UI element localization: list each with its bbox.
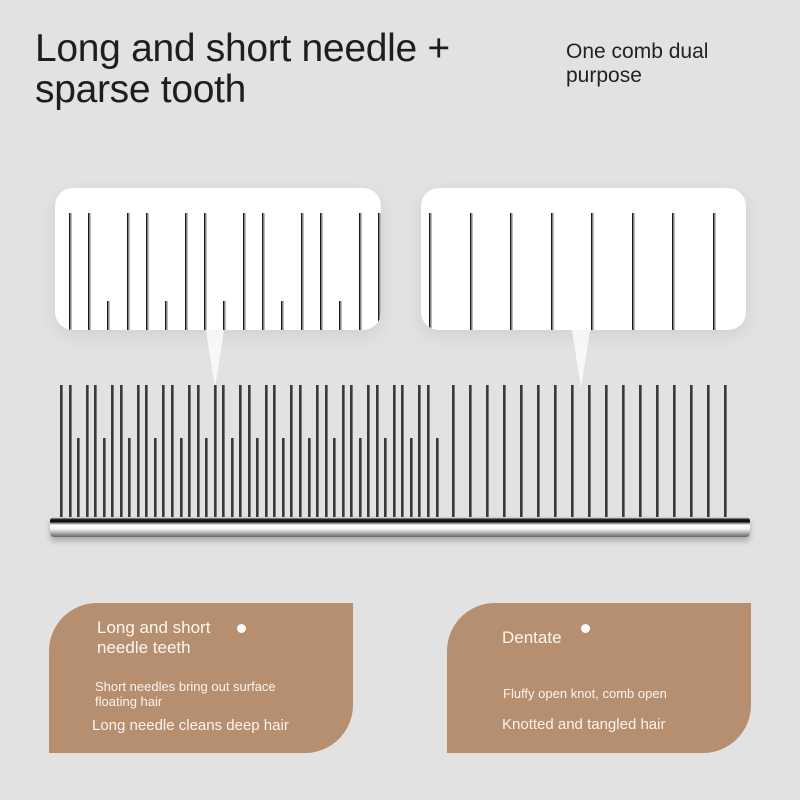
closeup-tooth [320,213,323,330]
comb-tooth [707,385,709,517]
comb-tooth [162,385,164,517]
comb-tooth [486,385,488,517]
closeup-tooth [339,301,342,330]
comb-tooth [111,385,113,517]
comb-tooth [325,385,327,517]
comb-tooth [436,438,438,517]
comb-tooth [154,438,156,517]
comb-tooth [94,385,96,517]
comb-tooth [248,385,250,517]
closeup-tooth [429,213,432,330]
subtitle-line-2: purpose [566,64,642,87]
comb-tooth [188,385,190,517]
closeup-tooth [359,213,362,330]
closeup-tooth [713,213,716,330]
closeup-tooth [510,213,513,330]
page-title [35,28,450,110]
comb-tooth [503,385,505,517]
comb-tooth [214,385,216,517]
closeup-tooth [165,301,168,330]
comb-tooth [418,385,420,517]
closeup-tooth [88,213,91,330]
comb-tooth [145,385,147,517]
comb-tooth [359,438,361,517]
card-title-line-1: Long and short [97,618,211,637]
comb-tooth [103,438,105,517]
subtitle-line-1: One comb dual [566,40,709,63]
card-desc [95,679,276,709]
comb-tooth [299,385,301,517]
comb-tooth [180,438,182,517]
closeup-tooth [69,213,72,330]
card-desc-line-2: Knotted and tangled hair [502,716,666,733]
comb-tooth [724,385,726,517]
closeup-tooth [378,213,381,330]
comb-tooth [290,385,292,517]
comb-tooth [376,385,378,517]
comb-tooth [690,385,692,517]
info-card-dentate [447,603,751,753]
card-desc-line-2: floating hair [95,694,163,709]
bullet-dot-icon [581,624,590,633]
closeup-tooth [591,213,594,330]
closeup-tooth [185,213,188,330]
comb-spine [50,517,750,537]
comb-tooth [410,438,412,517]
closeup-tooth [551,213,554,330]
comb-tooth [384,438,386,517]
card-title: Dentate [502,628,562,647]
comb-tooth [69,385,71,517]
comb-illustration [50,380,750,550]
comb-tooth [656,385,658,517]
long-short-teeth-closeup [55,188,381,330]
comb-tooth [427,385,429,517]
comb-tooth [673,385,675,517]
comb-tooth [350,385,352,517]
comb-tooth [393,385,395,517]
comb-tooth [239,385,241,517]
comb-tooth [316,385,318,517]
closeup-tooth [262,213,265,330]
comb-tooth [537,385,539,517]
closeup-tooth [632,213,635,330]
card-desc-line-3: Long needle cleans deep hair [92,717,289,734]
comb-tooth [128,438,130,517]
closeup-tooth [301,213,304,330]
closeup-tooth [127,213,130,330]
comb-tooth [273,385,275,517]
card-desc-line-1: Short needles bring out surface [95,679,276,694]
comb-tooth [520,385,522,517]
comb-tooth [308,438,310,517]
comb-tooth [171,385,173,517]
closeup-tooth [243,213,246,330]
closeup-tooth [146,213,149,330]
comb-tooth [120,385,122,517]
card-title-line-2: needle teeth [97,638,191,657]
comb-tooth [367,385,369,517]
comb-tooth [77,438,79,517]
comb-tooth [401,385,403,517]
closeup-tooth [281,301,284,330]
closeup-tooth [470,213,473,330]
comb-tooth [639,385,641,517]
closeup-tooth [672,213,675,330]
comb-tooth [265,385,267,517]
info-card-long-short-teeth [49,603,353,753]
title-line-1: Long and short needle + [35,27,450,70]
card-desc-line-1: Fluffy open knot, comb open [503,686,667,701]
comb-tooth [231,438,233,517]
comb-tooth [86,385,88,517]
closeup-tooth [107,301,110,330]
comb-tooth [256,438,258,517]
comb-tooth [469,385,471,517]
comb-tooth [571,385,573,517]
comb-tooth [605,385,607,517]
comb-tooth [342,385,344,517]
comb-tooth [197,385,199,517]
bullet-dot-icon [237,624,246,633]
comb-tooth [205,438,207,517]
closeup-tooth [223,301,226,330]
comb-tooth [60,385,62,517]
title-line-2: sparse tooth [35,68,247,111]
closeup-tooth [204,213,207,330]
comb-tooth [622,385,624,517]
comb-tooth [282,438,284,517]
comb-tooth [554,385,556,517]
comb-tooth [452,385,454,517]
card-title [97,618,210,658]
comb-tooth [137,385,139,517]
subtitle [566,40,708,88]
sparse-teeth-closeup [421,188,746,330]
comb-tooth [588,385,590,517]
comb-tooth [222,385,224,517]
comb-tooth [333,438,335,517]
